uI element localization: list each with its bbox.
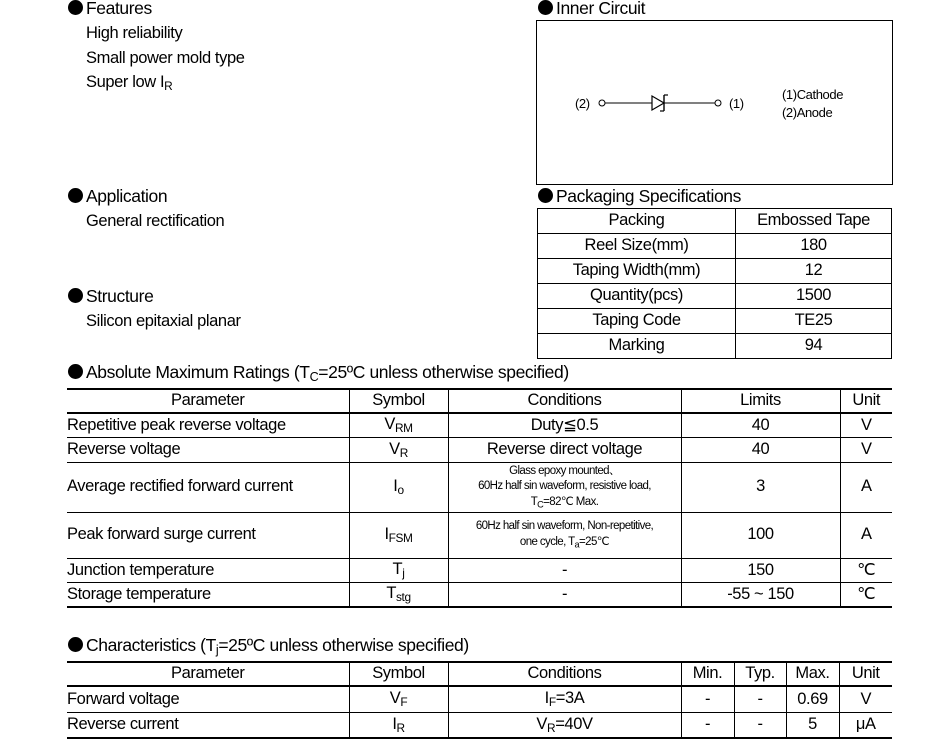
- bullet-icon: [538, 0, 553, 15]
- legend-anode: (2)Anode: [782, 105, 833, 120]
- pin-label-cathode: (1): [729, 96, 744, 111]
- bullet-icon: [538, 188, 553, 203]
- pin-label-anode: (2): [575, 96, 590, 111]
- absolute-max-ratings-table: [67, 388, 892, 608]
- table-header-row: Parameter Symbol Conditions Limits Unit: [67, 389, 892, 413]
- table-row: Reel Size(mm) 180: [538, 234, 892, 259]
- table-row: Average rectified forward current $I_o$ Glass epoxy mounted、 60Hz half sin waveform, resistive load, $T_C=82℃$ Max. 3 A: [67, 462, 892, 512]
- table-row: Reverse voltage $V_R$ Reverse direct voltage 40 V: [67, 438, 892, 463]
- ratings-heading: Absolute Maximum Ratings ($T_C=25ºC$ unless otherwise specified): [68, 362, 569, 384]
- table-row: Packing Embossed Tape: [538, 209, 892, 234]
- table-row: Marking 94: [538, 334, 892, 359]
- table-row: Reverse current $I_R$ $V_R=40V$ - - 5 μA: [67, 712, 892, 738]
- application-item: General rectification: [86, 212, 225, 230]
- structure-item: Silicon epitaxial planar: [86, 312, 241, 330]
- table-row: Storage temperature $T_{stg}$ - -55 ~ 150 ℃: [67, 583, 892, 608]
- bullet-icon: [68, 188, 83, 203]
- legend-cathode: (1)Cathode: [782, 87, 844, 102]
- table-row: Junction temperature $T_j$ - 150 ℃: [67, 558, 892, 583]
- structure-heading: Structure: [68, 286, 153, 307]
- characteristics-table: [67, 661, 892, 739]
- table-row: Taping Width(mm) 12: [538, 259, 892, 284]
- features-heading: Features: [68, 0, 152, 19]
- table-row: Repetitive peak reverse voltage $V_{RM}$ Duty≦0.5 40 V: [67, 413, 892, 438]
- bullet-icon: [68, 364, 83, 379]
- feature-item: Small power mold type: [86, 49, 245, 67]
- packaging-table: [537, 208, 892, 359]
- diode-symbol-icon: [597, 91, 727, 115]
- bullet-icon: [68, 0, 83, 15]
- feature-item: Super low $I_R$: [86, 73, 173, 93]
- inner-circuit-box: [536, 20, 893, 185]
- application-heading: Application: [68, 186, 167, 207]
- table-row: Forward voltage $V_F$ $I_F=3A$ - - 0.69 V: [67, 686, 892, 712]
- table-row: Quantity(pcs) 1500: [538, 284, 892, 309]
- bullet-icon: [68, 288, 83, 303]
- characteristics-heading: Characteristics ($T_j=25ºC$ unless otherwise specified): [68, 635, 469, 657]
- table-row: Taping Code TE25: [538, 309, 892, 334]
- packaging-heading: Packaging Specifications: [538, 186, 741, 207]
- inner-circuit-heading: Inner Circuit: [538, 0, 645, 19]
- table-header-row: Parameter Symbol Conditions Min. Typ. Max. Unit: [67, 662, 892, 686]
- feature-item: High reliability: [86, 24, 183, 42]
- bullet-icon: [68, 637, 83, 652]
- table-row: Peak forward surge current $I_{FSM}$ 60Hz half sin waveform, Non-repetitive, one cycle, $T_a=25℃$ 100 A: [67, 512, 892, 558]
